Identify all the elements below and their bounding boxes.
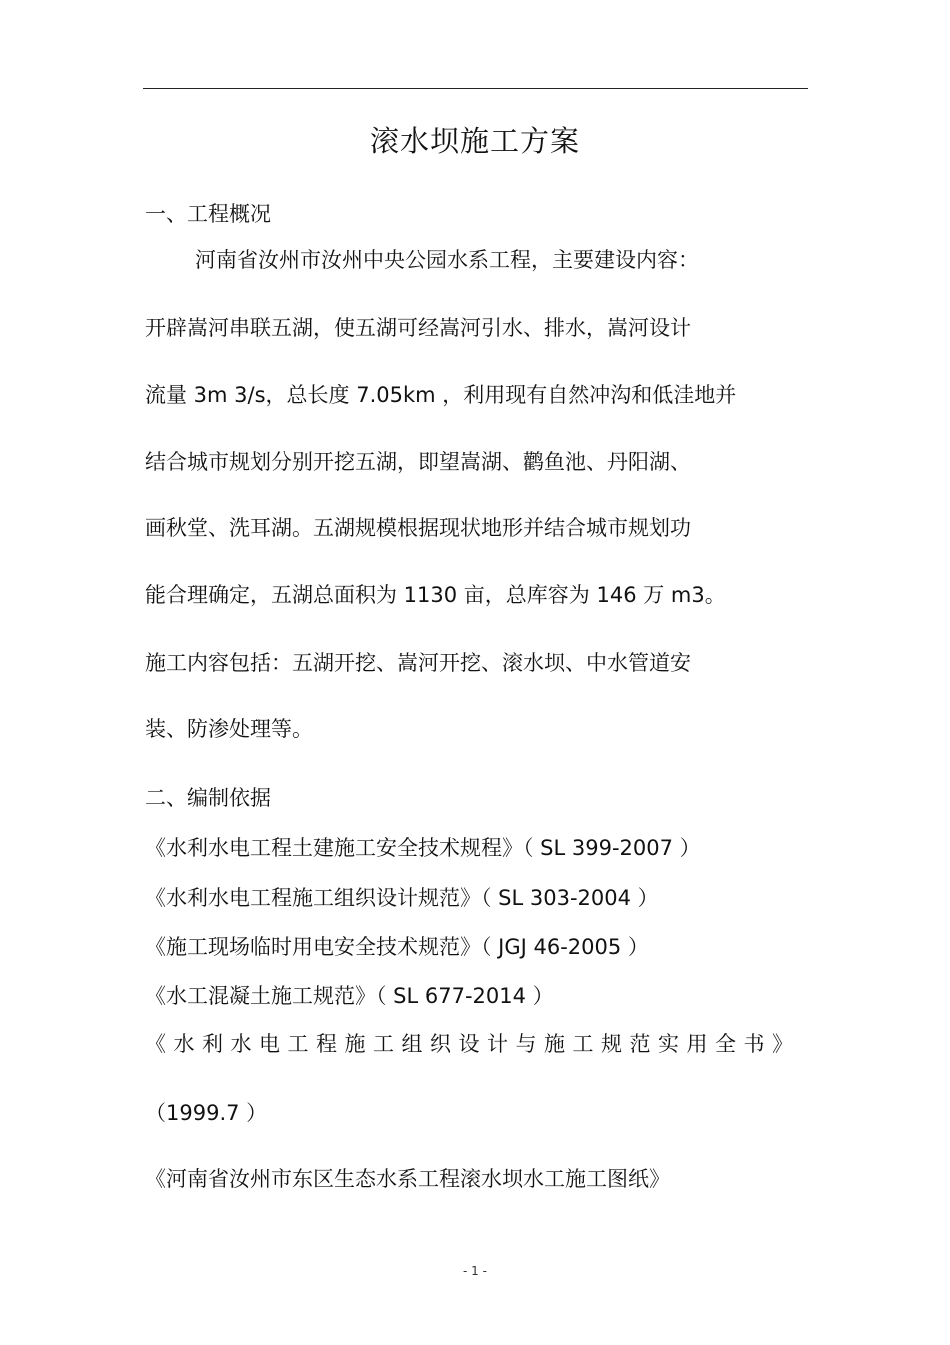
paragraph-line: 画秋堂、洗耳湖。五湖规模根据现状地形并结合城市规划功 <box>145 516 691 540</box>
reference-item: 《水工混凝土施工规范》（ SL 677-2014 ） <box>145 984 554 1008</box>
paragraph-line: 河南省汝州市汝州中央公园水系工程，主要建设内容： <box>195 248 699 272</box>
section-heading-basis: 二、编制依据 <box>145 786 271 810</box>
paragraph-line: 施工内容包括：五湖开挖、嵩河开挖、滚水坝、中水管道安 <box>145 651 691 675</box>
reference-item: 《河南省汝州市东区生态水系工程滚水坝水工施工图纸》 <box>145 1167 670 1191</box>
section-heading-overview: 一、工程概况 <box>145 202 271 226</box>
paragraph-line: 结合城市规划分别开挖五湖，即望嵩湖、鹳鱼池、丹阳湖、 <box>145 450 691 474</box>
document-title: 滚水坝施工方案 <box>369 124 580 158</box>
page-number: - 1 - <box>463 1264 487 1278</box>
reference-item: 《水利水电工程土建施工安全技术规程》（ SL 399-2007 ） <box>145 836 701 860</box>
reference-item: 《水利水电工程施工组织设计与施工规范实用全书》 <box>145 1032 801 1056</box>
paragraph-line: 流量 3m 3/s，总长度 7.05km ，利用现有自然冲沟和低洼地并 <box>145 383 737 407</box>
paragraph-line: 开辟嵩河串联五湖，使五湖可经嵩河引水、排水，嵩河设计 <box>145 316 691 340</box>
paragraph-line: 装、防渗处理等。 <box>145 717 313 741</box>
paragraph-line: 能合理确定，五湖总面积为 1130 亩，总库容为 146 万 m3。 <box>145 583 726 607</box>
reference-item: 《水利水电工程施工组织设计规范》（ SL 303-2004 ） <box>145 886 659 910</box>
reference-item: 《施工现场临时用电安全技术规范》（ JGJ 46-2005 ） <box>145 935 649 959</box>
reference-item: （1999.7 ） <box>145 1101 268 1125</box>
header-rule <box>143 88 808 89</box>
